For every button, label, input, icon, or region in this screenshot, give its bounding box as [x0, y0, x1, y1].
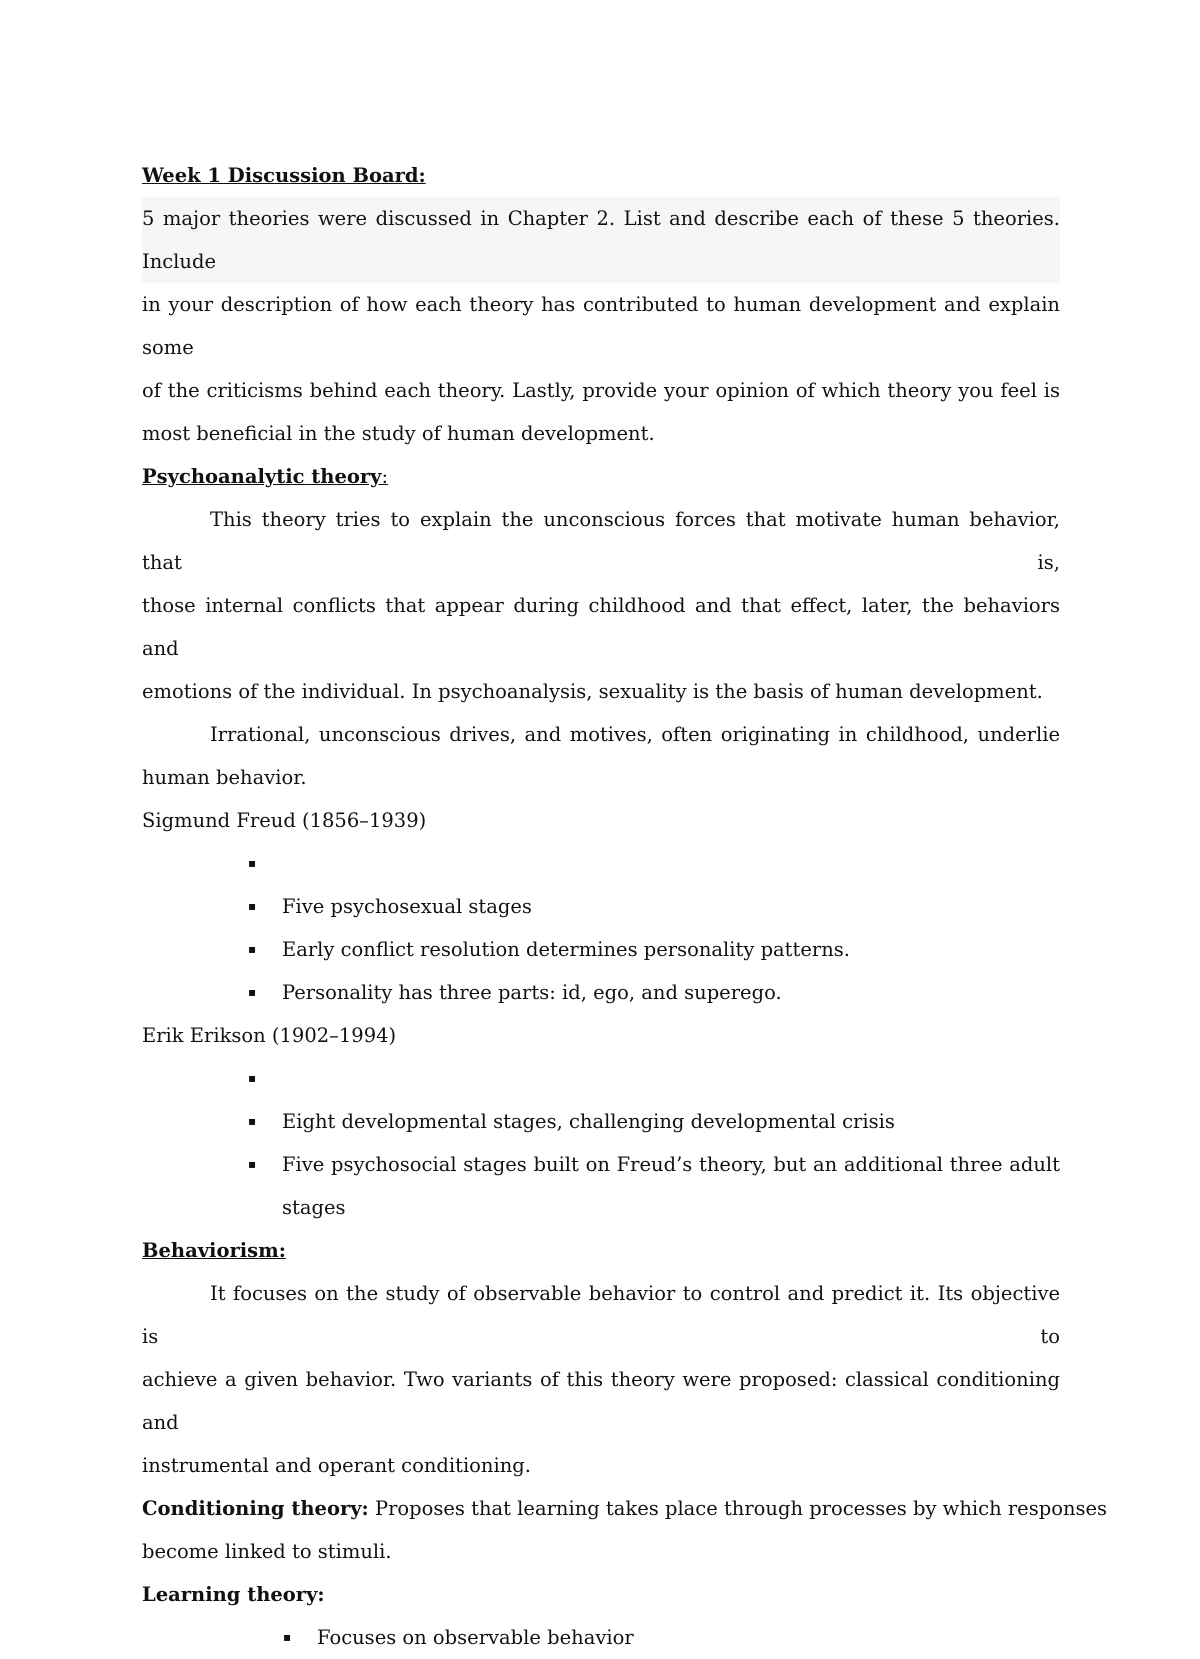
list-item-continuation [142, 1186, 1060, 1229]
erikson-name: Erik Erikson (1902–1994) [142, 1024, 397, 1047]
psychoanalytic-paragraph-2 [142, 713, 1060, 799]
prompt-line: 5 major theories were discussed in Chapter 2. List and describe each of these 5 theories. Include [142, 197, 1060, 283]
bullet-icon: ▪ [283, 1630, 292, 1644]
list-item-text: stages [282, 1196, 346, 1219]
list-item [142, 971, 1060, 1014]
paragraph-line: This theory tries to explain the unconscious forces that motivate human behavior, that is, [142, 508, 1060, 574]
list-item [142, 1616, 1060, 1659]
list-item [142, 1057, 1060, 1100]
paragraph-line: emotions of the individual. In psychoanalysis, sexuality is the basis of human development. [142, 680, 1043, 703]
freud-name: Sigmund Freud (1856–1939) [142, 809, 427, 832]
bullet-icon: ▪ [248, 856, 257, 870]
list-item [142, 1143, 1060, 1186]
behaviorism-paragraph [142, 1272, 1060, 1487]
list-item-text: Personality has three parts: id, ego, and superego. [282, 981, 782, 1004]
bullet-icon: ▪ [248, 1114, 257, 1128]
learning-theory-heading: Learning theory: [142, 1583, 325, 1606]
heading-colon: : [381, 465, 389, 488]
paragraph-line: those internal conflicts that appear during childhood and that effect, later, the behaviors and [142, 594, 1060, 660]
prompt-line: of the criticisms behind each theory. Lastly, provide your opinion of which theory you feel is [142, 379, 1060, 402]
paragraph-line: It focuses on the study of observable behavior to control and predict it. Its objective is to [142, 1282, 1060, 1348]
learning-bullet-list [142, 1616, 1060, 1659]
assignment-prompt [142, 197, 1060, 455]
document-page [142, 154, 1108, 1659]
psychoanalytic-paragraph-1 [142, 498, 1060, 713]
paragraph-line: achieve a given behavior. Two variants of this theory were proposed: classical conditioning and [142, 1368, 1060, 1434]
document-title: Week 1 Discussion Board: [142, 164, 426, 187]
bullet-icon: ▪ [248, 1157, 257, 1171]
bullet-icon: ▪ [248, 985, 257, 999]
bullet-icon: ▪ [248, 899, 257, 913]
list-item [142, 1100, 1060, 1143]
bullet-icon: ▪ [248, 942, 257, 956]
list-item [142, 885, 1060, 928]
conditioning-line [142, 1487, 1108, 1530]
prompt-line: most beneficial in the study of human development. [142, 422, 655, 445]
freud-bullet-list [142, 842, 1060, 1014]
psychoanalytic-heading: Psychoanalytic theory [142, 465, 382, 488]
conditioning-text: Proposes that learning takes place through processes by which responses [368, 1497, 1108, 1520]
list-item-text: Focuses on observable behavior [317, 1626, 634, 1649]
list-item-text: Eight developmental stages, challenging developmental crisis [282, 1110, 895, 1133]
paragraph-line: become linked to stimuli. [142, 1540, 392, 1563]
psychoanalytic-heading-row [142, 455, 1060, 498]
list-item-text: Five psychosexual stages [282, 895, 532, 918]
list-item-text: Five psychosocial stages built on Freud’s theory, but an additional three adult [282, 1153, 1060, 1176]
bullet-icon: ▪ [248, 1071, 257, 1085]
list-item [142, 842, 1060, 885]
conditioning-paragraph [142, 1487, 1108, 1573]
paragraph-line: instrumental and operant conditioning. [142, 1454, 531, 1477]
prompt-line: in your description of how each theory has contributed to human development and explain some [142, 293, 1060, 359]
paragraph-line: human behavior. [142, 766, 307, 789]
list-item [142, 928, 1060, 971]
paragraph-line: Irrational, unconscious drives, and motives, often originating in childhood, underlie [210, 723, 1060, 746]
behaviorism-heading: Behaviorism: [142, 1239, 286, 1262]
erikson-bullet-list [142, 1057, 1060, 1229]
list-item-text: Early conflict resolution determines personality patterns. [282, 938, 850, 961]
conditioning-label: Conditioning theory: [142, 1497, 369, 1520]
